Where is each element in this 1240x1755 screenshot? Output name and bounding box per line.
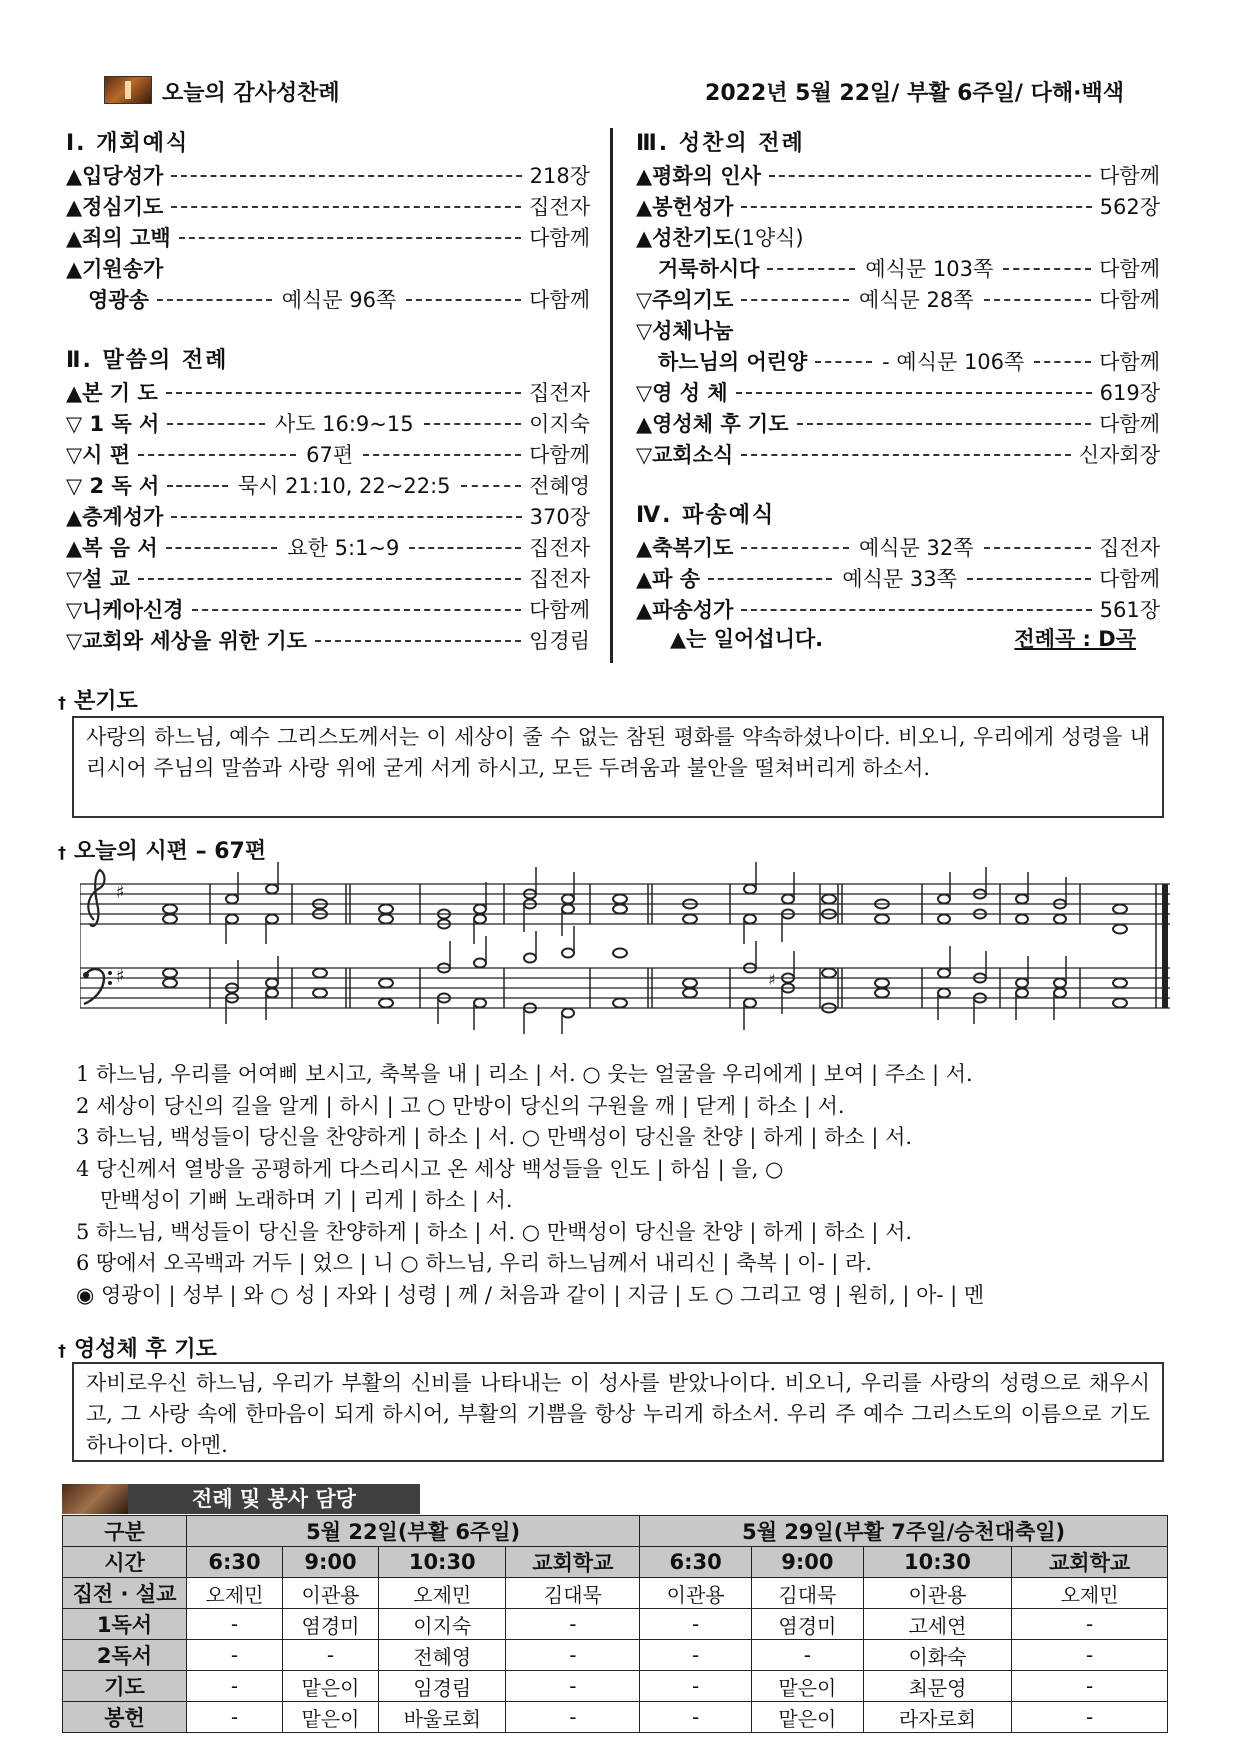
dot-leader xyxy=(167,423,265,425)
assignee-cell: - xyxy=(640,1609,752,1640)
dot-leader xyxy=(138,454,296,456)
dot-leader xyxy=(984,299,1092,301)
liturgy-item-label: 하느님의 어린양 xyxy=(658,349,808,374)
assignee-cell: 염경미 xyxy=(283,1609,379,1640)
liturgy-item-reference: 예식문 28쪽 xyxy=(858,287,974,312)
liturgy-item xyxy=(66,500,590,531)
dot-leader xyxy=(315,640,521,642)
service-time-header: 교회학교 xyxy=(1012,1547,1168,1578)
liturgy-item-label: ▽영 성 체 xyxy=(636,380,728,405)
dot-leader xyxy=(409,547,521,549)
assignee-cell: - xyxy=(187,1702,283,1733)
liturgy-item-label: ▽주의기도 xyxy=(636,287,734,312)
duty-roster-heading xyxy=(62,1484,420,1514)
assignee-cell: - xyxy=(506,1609,640,1640)
table-row xyxy=(63,1609,1168,1640)
psalm-verse: 5 하느님, 백성들이 당신을 찬양하게 | 하소 | 서. ○ 만백성이 당신을 찬양 | 하게 | 하소 | 서. xyxy=(76,1219,913,1244)
dot-leader xyxy=(166,392,522,394)
liturgy-item-label: ▲복 음 서 xyxy=(66,535,158,560)
liturgy-item-value: 전혜영 xyxy=(529,473,591,498)
psalm-verse: 3 하느님, 백성들이 당신을 찬양하게 | 하소 | 서. ○ 만백성이 당신을 찬양 | 하게 | 하소 | 서. xyxy=(76,1125,913,1149)
post-communion-heading: † 영성체 후 기도 xyxy=(58,1337,217,1362)
section-spacer xyxy=(636,469,1160,500)
table-row xyxy=(63,1671,1168,1702)
assignee-cell: 맡은이 xyxy=(283,1702,379,1733)
section-heading: Ⅱ. 말씀의 전례 xyxy=(66,348,229,373)
table-row xyxy=(63,1578,1168,1609)
liturgy-item xyxy=(66,562,590,593)
col-label-cell: 구분 xyxy=(63,1516,187,1547)
liturgy-item-reference: 요한 5:1~9 xyxy=(287,535,400,560)
liturgy-item-label: ▲파송성가 xyxy=(636,597,734,622)
liturgy-item-label: 영광송 xyxy=(88,287,149,312)
dot-leader xyxy=(424,423,522,425)
dot-leader xyxy=(171,206,521,208)
order-of-service-left xyxy=(66,128,590,655)
dot-leader xyxy=(1003,268,1091,270)
liturgy-item-value: 집전자 xyxy=(1099,535,1161,560)
liturgy-item-value: 218장 xyxy=(529,163,590,188)
dot-leader xyxy=(769,175,1091,177)
dot-leader xyxy=(797,423,1092,425)
assignee-cell: 전혜영 xyxy=(379,1640,506,1671)
liturgy-item-label: ▽ 1 독 서 xyxy=(66,411,160,436)
service-time-header: 6:30 xyxy=(640,1547,752,1578)
assignee-cell: 바울로회 xyxy=(379,1702,506,1733)
dot-leader xyxy=(1034,361,1091,363)
liturgy-item-label: 거룩하시다 xyxy=(658,256,760,281)
liturgy-item-label: ▲죄의 고백 xyxy=(66,225,171,250)
liturgy-item xyxy=(636,283,1160,314)
liturgy-item xyxy=(636,314,1160,345)
assignee-cell: - xyxy=(187,1671,283,1702)
liturgy-item-label: ▽ 2 독 서 xyxy=(66,473,160,498)
assignee-cell: 라자로회 xyxy=(863,1702,1011,1733)
svg-text:♯: ♯ xyxy=(116,882,125,903)
liturgy-item xyxy=(66,407,590,438)
assignee-cell: - xyxy=(1012,1609,1168,1640)
liturgy-item-label: ▲본 기 도 xyxy=(66,380,158,405)
dot-leader xyxy=(741,454,1071,456)
duty-photo xyxy=(62,1484,128,1514)
psalm-verse: ◉ 영광이 | 성부 | 와 ○ 성 | 자와 | 성령 | 께 / 처음과 같이 | 지금 | 도 ○ 그리고 영 | 원히, | 아- | 멘 xyxy=(76,1282,985,1307)
liturgy-item-label: ▽설 교 xyxy=(66,566,131,591)
assignee-cell: - xyxy=(283,1640,379,1671)
assignee-cell: - xyxy=(187,1640,283,1671)
role-cell: 2독서 xyxy=(63,1640,187,1671)
liturgy-item xyxy=(636,345,1160,376)
time-label-cell: 시간 xyxy=(63,1547,187,1578)
liturgy-item-value: 다함께 xyxy=(1099,411,1160,436)
liturgy-item-label: ▽니케아신경 xyxy=(66,597,184,622)
week-2-header: 5월 29일(부활 7주일/승천대축일) xyxy=(640,1516,1168,1547)
liturgy-item-value: 다함께 xyxy=(1099,287,1161,312)
liturgy-item-value: 다함께 xyxy=(529,287,591,312)
liturgy-item-value: 다함께 xyxy=(1099,256,1161,281)
liturgy-item-reference: 예식문 103쪽 xyxy=(865,256,994,281)
liturgy-item xyxy=(66,283,590,314)
service-date: 2022년 5월 22일/ 부활 6주일/ 다해·백색 xyxy=(705,81,1124,106)
psalm-heading: † 오늘의 시편 – 67편 xyxy=(58,839,267,864)
liturgy-item-label: ▽교회소식 xyxy=(636,442,734,467)
assignee-cell: 맡은이 xyxy=(283,1671,379,1702)
dot-leader xyxy=(967,578,1091,580)
liturgy-item-value: 다함께 xyxy=(529,442,591,467)
assignee-cell: 이화숙 xyxy=(863,1640,1011,1671)
assignee-cell: - xyxy=(640,1640,752,1671)
table-row xyxy=(63,1702,1168,1733)
dot-leader xyxy=(815,361,872,363)
dot-leader xyxy=(138,578,521,580)
assignee-cell: - xyxy=(1012,1640,1168,1671)
liturgy-item xyxy=(636,159,1160,190)
dot-leader xyxy=(984,547,1092,549)
assignee-cell: - xyxy=(752,1640,864,1671)
liturgy-item-value: 619장 xyxy=(1099,380,1160,405)
assignee-cell: - xyxy=(187,1609,283,1640)
standing-note-text: ▲는 일어섭니다. xyxy=(670,627,824,651)
assignee-cell: 오제민 xyxy=(379,1578,506,1609)
dot-leader xyxy=(741,299,849,301)
liturgy-item-reference: 예식문 32쪽 xyxy=(858,535,974,560)
dot-leader xyxy=(171,175,521,177)
liturgy-item-reference: 사도 16:9~15 xyxy=(274,411,414,436)
liturgy-item xyxy=(66,593,590,624)
assignee-cell: 이관용 xyxy=(640,1578,752,1609)
liturgy-item-value: 370장 xyxy=(529,504,590,529)
column-divider xyxy=(610,128,613,663)
liturgy-item-value: 다함께 xyxy=(529,597,590,622)
duty-roster-title: 전례 및 봉사 담당 xyxy=(128,1484,420,1514)
liturgy-item-label: ▽교회와 세상을 위한 기도 xyxy=(66,628,307,653)
assignee-cell: - xyxy=(506,1702,640,1733)
liturgy-item-suffix: (1양식) xyxy=(733,225,804,250)
liturgy-item-reference: - 예식문 106쪽 xyxy=(882,349,1025,374)
psalm-verse: 4 당신께서 열방을 공평하게 다스리시고 온 세상 백성들을 인도 | 하심 | 을, ○ xyxy=(76,1156,784,1181)
section-heading: Ⅳ. 파송예식 xyxy=(636,503,776,528)
liturgy-item xyxy=(66,190,590,221)
liturgy-item-label: ▲파 송 xyxy=(636,566,701,591)
dot-leader xyxy=(363,454,521,456)
liturgy-item xyxy=(66,376,590,407)
service-time-header: 9:00 xyxy=(283,1547,379,1578)
liturgy-item xyxy=(636,407,1160,438)
assignee-cell: 맡은이 xyxy=(752,1671,864,1702)
collect-text: 사랑의 하느님, 예수 그리스도께서는 이 세상이 줄 수 없는 참된 평화를 약속하셨나이다. 비오니, 우리에게 성령을 내리시어 주님의 말씀과 사랑 위에 굳게 서게 하시고, 모든 두려움과 불안을 떨쳐버리게 하소서. xyxy=(72,716,1164,818)
liturgy-item-label: ▽성체나눔 xyxy=(636,318,734,343)
assignee-cell: - xyxy=(506,1671,640,1702)
psalm-verses xyxy=(76,1059,1166,1311)
liturgy-item-label: ▲층계성가 xyxy=(66,504,164,529)
liturgy-item-value: 562장 xyxy=(1099,194,1160,219)
liturgy-item xyxy=(66,469,590,500)
liturgy-item-label: ▲성찬기도 xyxy=(636,225,734,250)
dot-leader xyxy=(192,609,522,611)
dot-leader xyxy=(741,206,1091,208)
assignee-cell: 이지숙 xyxy=(379,1609,506,1640)
liturgy-item-value: 집전자 xyxy=(529,380,590,405)
order-of-service-right xyxy=(636,128,1160,655)
liturgy-item xyxy=(636,221,1160,252)
liturgy-item xyxy=(66,531,590,562)
post-communion-text: 자비로우신 하느님, 우리가 부활의 신비를 나타내는 이 성사를 받았나이다. 비오니, 우리를 사랑의 성령으로 채우시고, 그 사랑 속에 한마음이 되게 하시어, 부활의 기쁨을 항상 누리게 하소서. 우리 주 예수 그리스도의 이름으로 기도하나이다. 아멘. xyxy=(72,1362,1164,1462)
dot-leader xyxy=(767,268,855,270)
liturgy-item xyxy=(636,531,1160,562)
liturgy-item xyxy=(636,376,1160,407)
role-cell: 1독서 xyxy=(63,1609,187,1640)
assignee-cell: 이관용 xyxy=(863,1578,1011,1609)
dot-leader xyxy=(406,299,521,301)
liturgy-item-label: ▲봉헌성가 xyxy=(636,194,734,219)
liturgy-item-label: ▲입당성가 xyxy=(66,163,164,188)
liturgy-item-value: 신자회장 xyxy=(1078,442,1160,467)
liturgy-item xyxy=(636,562,1160,593)
liturgy-item-label: ▲축복기도 xyxy=(636,535,734,560)
dot-leader xyxy=(171,516,521,518)
assignee-cell: 김대묵 xyxy=(506,1578,640,1609)
liturgy-item xyxy=(636,593,1160,624)
dot-leader xyxy=(736,392,1092,394)
svg-text:♯: ♯ xyxy=(116,966,125,987)
dot-leader xyxy=(708,578,832,580)
liturgy-item xyxy=(66,252,590,283)
role-cell: 기도 xyxy=(63,1671,187,1702)
liturgy-item-value: 집전자 xyxy=(529,566,590,591)
dot-leader xyxy=(741,547,849,549)
assignee-cell: 최문영 xyxy=(863,1671,1011,1702)
service-time-header: 9:00 xyxy=(752,1547,864,1578)
dot-leader xyxy=(461,485,522,487)
liturgy-item-value: 다함께 xyxy=(1099,163,1160,188)
psalm-verse: 만백성이 기뻐 노래하며 기 | 리게 | 하소 | 서. xyxy=(100,1188,513,1212)
service-time-header: 6:30 xyxy=(187,1547,283,1578)
section-heading: Ⅲ. 성찬의 전례 xyxy=(636,131,805,156)
liturgy-item-label: ▲기원송가 xyxy=(66,256,164,281)
liturgy-item-label: ▽시 편 xyxy=(66,442,131,467)
dot-leader xyxy=(179,237,522,239)
liturgy-item-reference: 예식문 96쪽 xyxy=(281,287,397,312)
altar-photo xyxy=(104,76,152,104)
dot-leader xyxy=(166,547,278,549)
liturgy-item xyxy=(66,624,590,655)
liturgy-item xyxy=(66,438,590,469)
liturgy-item-reference: 67편 xyxy=(306,442,354,467)
liturgy-item-value: 다함께 xyxy=(529,225,590,250)
liturgy-item xyxy=(636,252,1160,283)
psalm-verse: 6 땅에서 오곡백과 거두 | 었으 | 니 ○ 하느님, 우리 하느님께서 내리신 | 축복 | 이- | 라. xyxy=(76,1251,872,1275)
assignee-cell: 김대묵 xyxy=(752,1578,864,1609)
assignee-cell: - xyxy=(640,1671,752,1702)
week-1-header: 5월 22일(부활 6주일) xyxy=(187,1516,640,1547)
liturgy-item-value: 임경림 xyxy=(529,628,590,653)
liturgy-item-reference: 예식문 33쪽 xyxy=(842,566,957,591)
liturgy-item-value: 이지숙 xyxy=(529,411,590,436)
liturgical-melody: 전례곡 : D곡 xyxy=(1014,627,1136,651)
assignee-cell: - xyxy=(1012,1702,1168,1733)
assignee-cell: - xyxy=(640,1702,752,1733)
assignee-cell: - xyxy=(1012,1671,1168,1702)
svg-text:♯: ♯ xyxy=(768,970,776,989)
dot-leader xyxy=(741,609,1091,611)
psalm-chant-score xyxy=(80,862,1170,1034)
assignee-cell: 임경림 xyxy=(379,1671,506,1702)
duty-roster-table xyxy=(62,1515,1168,1733)
dot-leader xyxy=(157,299,272,301)
liturgy-item-value: 집전자 xyxy=(529,535,591,560)
role-cell: 봉헌 xyxy=(63,1702,187,1733)
liturgy-item xyxy=(636,190,1160,221)
service-time-header: 10:30 xyxy=(863,1547,1011,1578)
liturgy-item xyxy=(66,221,590,252)
table-row xyxy=(63,1640,1168,1671)
liturgy-item-label: ▲영성체 후 기도 xyxy=(636,411,789,436)
standing-note xyxy=(636,624,1160,655)
liturgy-item-label: ▲정심기도 xyxy=(66,194,164,219)
assignee-cell: 오제민 xyxy=(1012,1578,1168,1609)
psalm-verse: 2 세상이 당신의 길을 알게 | 하시 | 고 ○ 만방이 당신의 구원을 깨 | 닫게 | 하소 | 서. xyxy=(76,1093,845,1118)
page-header xyxy=(104,74,1124,108)
liturgy-item-value: 다함께 xyxy=(1099,349,1161,374)
assignee-cell: 오제민 xyxy=(187,1578,283,1609)
role-cell: 집전 · 설교 xyxy=(63,1578,187,1609)
psalm-verse: 1 하느님, 우리를 어여삐 보시고, 축복을 내 | 리소 | 서. ○ 웃는 얼굴을 우리에게 | 보여 | 주소 | 서. xyxy=(76,1062,973,1086)
dot-leader xyxy=(167,485,228,487)
section-spacer xyxy=(66,314,590,345)
assignee-cell: 고세연 xyxy=(863,1609,1011,1640)
section-heading: Ⅰ. 개회예식 xyxy=(66,131,190,156)
assignee-cell: 염경미 xyxy=(752,1609,864,1640)
service-time-header: 교회학교 xyxy=(506,1547,640,1578)
page-title: 오늘의 감사성찬례 xyxy=(162,81,340,106)
liturgy-item-label: ▲평화의 인사 xyxy=(636,163,761,188)
assignee-cell: 이관용 xyxy=(283,1578,379,1609)
assignee-cell: - xyxy=(506,1640,640,1671)
liturgy-item-reference: 묵시 21:10, 22~22:5 xyxy=(237,473,451,498)
collect-heading: † 본기도 xyxy=(58,689,138,714)
liturgy-item-value: 집전자 xyxy=(529,194,590,219)
liturgy-item-value: 다함께 xyxy=(1099,566,1161,591)
assignee-cell: 맡은이 xyxy=(752,1702,864,1733)
service-time-header: 10:30 xyxy=(379,1547,506,1578)
liturgy-item-value: 561장 xyxy=(1099,597,1160,622)
liturgy-item xyxy=(66,159,590,190)
liturgy-item xyxy=(636,438,1160,469)
